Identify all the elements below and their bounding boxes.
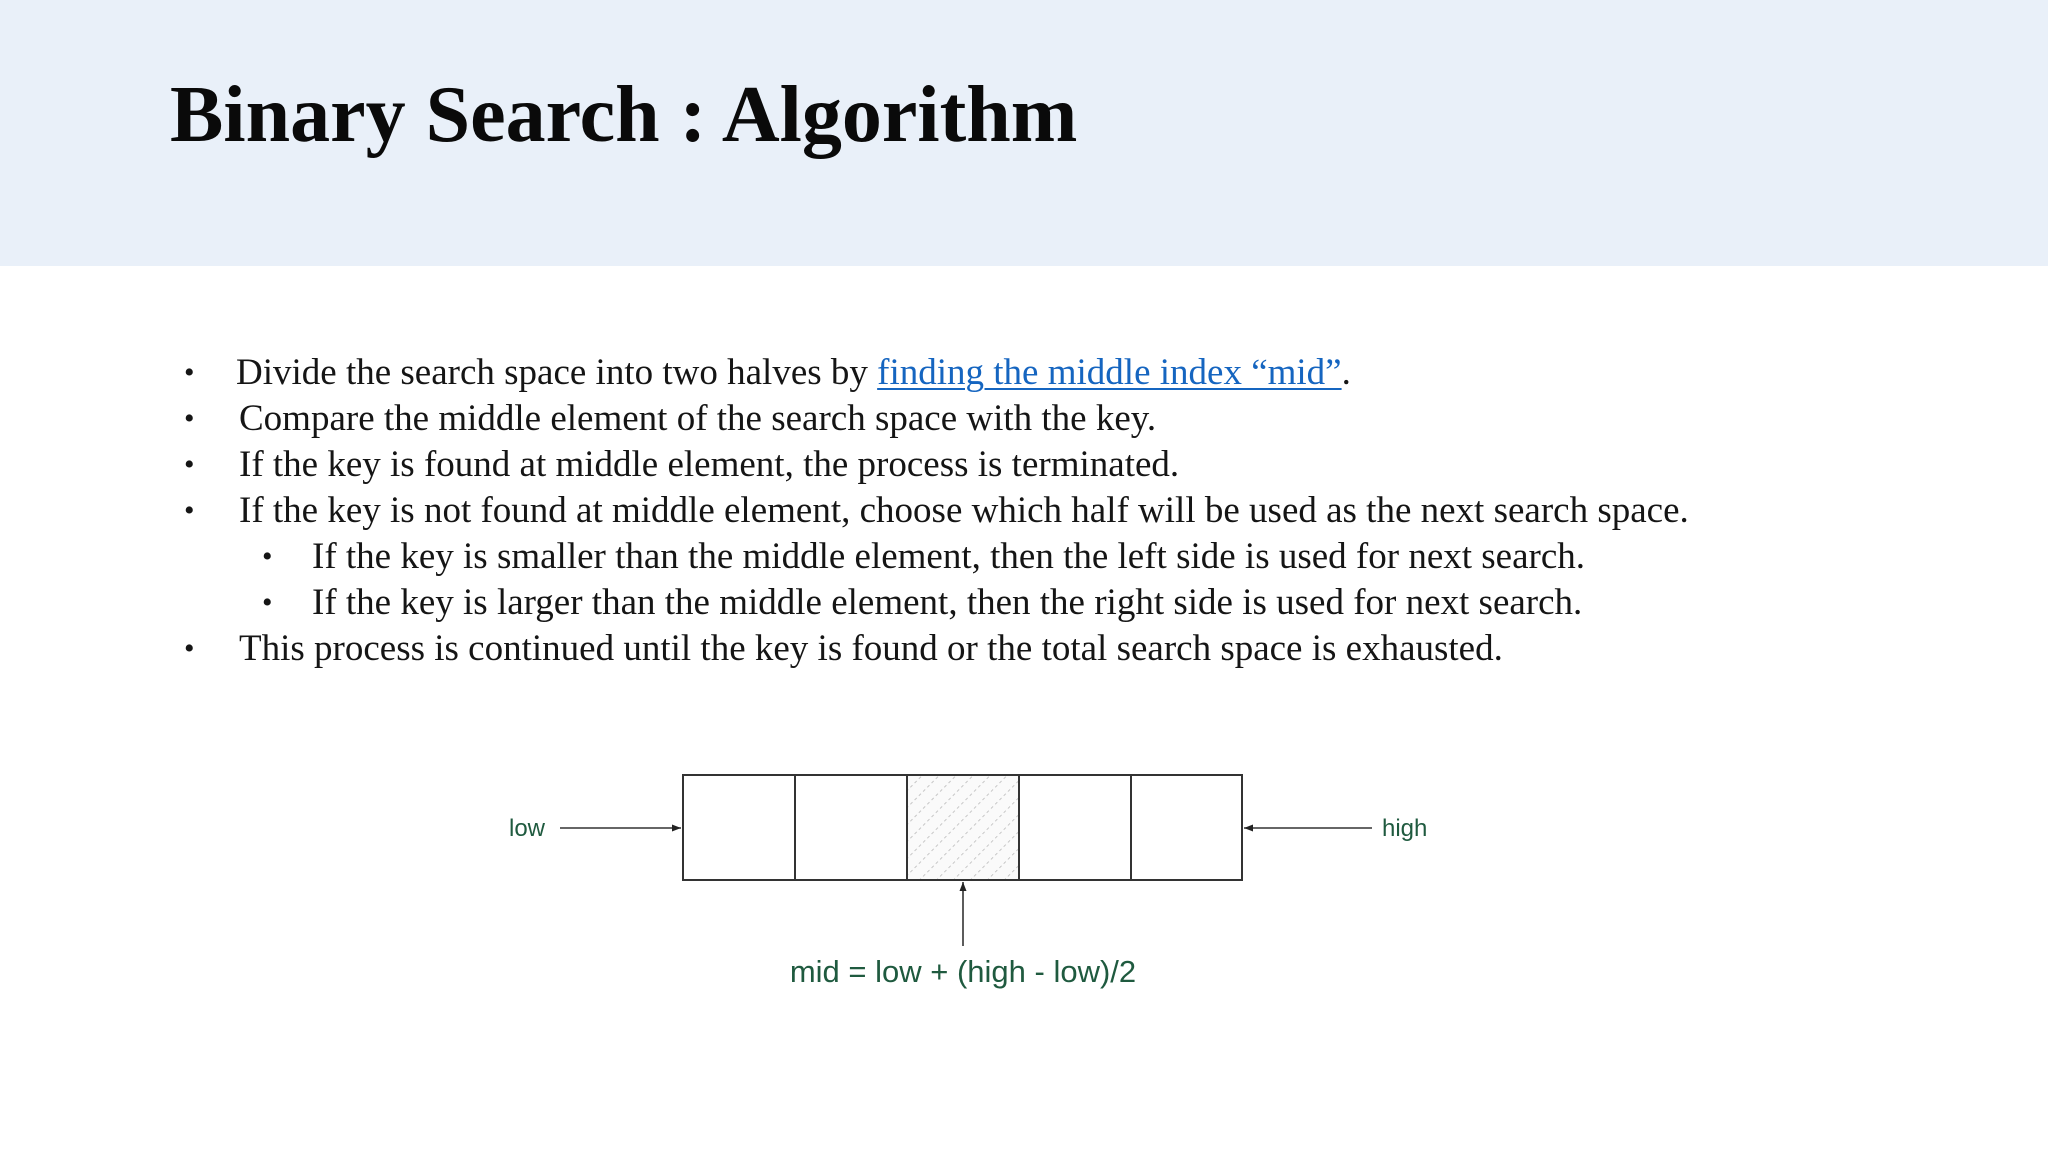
mid-formula: mid = low + (high - low)/2 [789,954,1137,989]
bullet-marker: • [184,402,195,435]
bullet-marker: • [184,448,195,481]
array-cell-5 [1131,775,1242,880]
bullet-text-before: Divide the search space into two halves by [236,352,878,393]
high-label: high [1382,815,1428,842]
array-cell-4 [1019,775,1131,880]
bullet-text-after: . [1341,352,1351,393]
bullet-marker: • [262,540,273,573]
bullet-marker: • [184,356,195,389]
array-cell-2 [795,775,907,880]
bullet-marker: • [184,632,195,665]
bullet-text: If the key is smaller than the middle element, then the left side is used for next search. [312,536,1586,577]
array-cell-mid [907,775,1019,880]
array-cell-1 [683,775,795,880]
middle-index-link[interactable]: finding the middle index “mid” [877,352,1342,393]
bullet-text: If the key is found at middle element, the process is terminated. [239,444,1180,485]
bullet-marker: • [262,586,273,619]
bullet-text: This process is continued until the key is found or the total search space is exhausted. [239,628,1503,669]
slide-title: Binary Search : Algorithm [170,71,1078,159]
bullet-text: If the key is not found at middle element, choose which half will be used as the next search space. [239,490,1689,531]
bullet-marker: • [184,494,195,527]
bullet-text: If the key is larger than the middle element, then the right side is used for next search. [312,582,1583,623]
bullet-text: Compare the middle element of the search space with the key. [239,398,1157,439]
array-cells [683,775,1242,880]
low-label: low [509,815,546,842]
